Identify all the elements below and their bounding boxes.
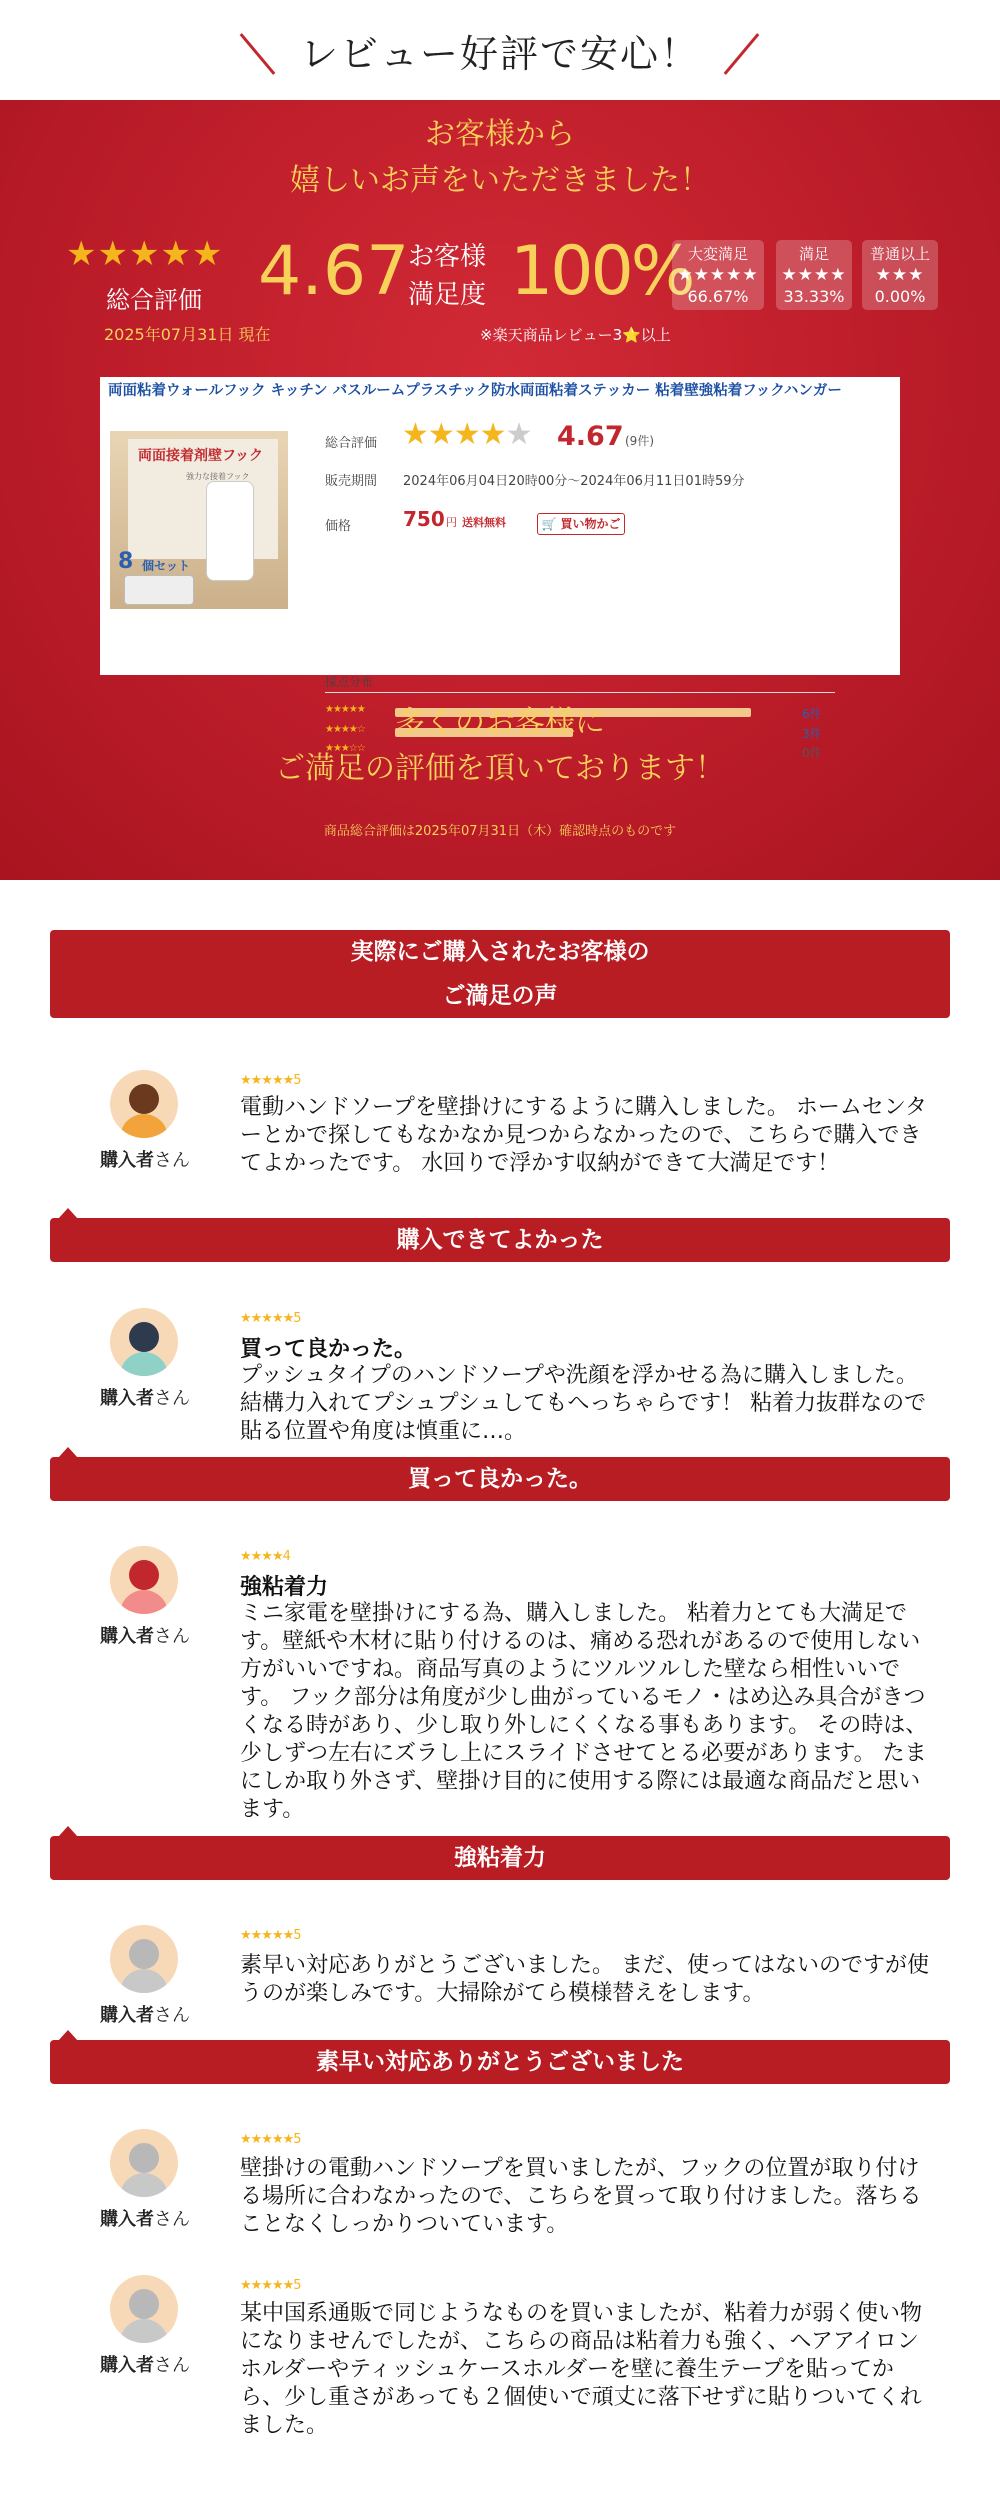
hook-illustration — [124, 575, 194, 605]
badge-normal-or-above — [862, 240, 938, 310]
distribution-label: 採点分布 — [325, 675, 374, 689]
buyer-suffix: さん — [154, 1388, 190, 1409]
distribution-count[interactable]: 6件 — [802, 707, 822, 721]
rating-hero — [0, 100, 1000, 880]
avatar-body — [120, 2319, 168, 2343]
buyer-label — [100, 1622, 200, 1648]
badge-stars-icon: ★★★ — [875, 265, 925, 285]
buyer-suffix: さん — [154, 1150, 190, 1171]
avatar-icon — [110, 1308, 178, 1376]
avatar-head — [129, 1560, 159, 1590]
overall-stars-icon: ★★★★★ — [66, 234, 224, 274]
buyer-suffix: さん — [154, 2355, 190, 2376]
avatar-body — [120, 1590, 168, 1614]
avatar-head — [129, 1322, 159, 1352]
card-stars-icon — [402, 417, 531, 452]
review-stars-icon: ★★★★★5 — [240, 1928, 301, 1943]
buyer-suffix: さん — [154, 2005, 190, 2026]
distribution-count[interactable]: 3件 — [802, 727, 822, 741]
hero-bottom-line2: ご満足の評価を頂いております！ — [275, 751, 725, 786]
buyer-suffix: さん — [154, 1626, 190, 1647]
review-body: 某中国系通販で同じようなものを買いましたが、粘着力が弱く使い物になりませんでしたが、こちらの商品は粘着力も強く、ヘアアイロンホルダーやティッシュケースホルダーを壁に養生テープを貼ってから、少し重さがあっても２個使いで頑丈に落下せずに貼りついてくれました。 — [240, 2301, 923, 2438]
review-note: ※楽天商品レビュー3⭐以上 — [480, 326, 671, 344]
review-body: 電動ハンドソープを壁掛けにするように購入しました。 ホームセンターとかで探してもなかなか見つからなかったので、こちらで購入できてよかったです。 水回りで浮かす収納ができて大満足です！ — [240, 1095, 928, 1176]
avatar-body — [120, 1114, 168, 1138]
hero-title-line1: お客様から — [425, 117, 575, 152]
banner-text: 強粘着力 — [454, 1845, 546, 1871]
badge-stars-icon: ★★★★ — [781, 265, 847, 285]
review-stars-icon: ★★★★4 — [240, 1549, 290, 1564]
banner-notch — [58, 1447, 78, 1458]
product-image[interactable] — [110, 431, 288, 609]
review-body: 素早い対応ありがとうございました。 まだ、使ってはないのですが使うのが楽しみです。大掃除がてら模様替えをします。 — [240, 1953, 929, 2006]
buyer-label — [100, 1146, 200, 1172]
hero-footnote: 商品総合評価は2025年07月31日（木）確認時点のものです — [323, 824, 677, 839]
rating-date: 2025年07月31日 現在 — [104, 325, 271, 344]
buyer-text: 購入者 — [100, 2355, 154, 2376]
product-count: 8 — [118, 549, 134, 574]
satisfaction-percent: 100% — [510, 232, 693, 311]
buyer-suffix: さん — [154, 2209, 190, 2230]
avatar-head — [129, 1939, 159, 1969]
review-highlight-banner — [50, 1218, 950, 1262]
product-set-label: 個セット — [142, 559, 191, 573]
review-title: 強粘着力 — [240, 1575, 329, 1600]
page-title: レビュー好評で安心！ — [299, 31, 700, 76]
hero-title — [0, 112, 1000, 204]
buyer-text: 購入者 — [100, 2005, 154, 2026]
badge-percent: 0.00% — [874, 287, 926, 306]
product-image-subtext: 強力な接着フック — [186, 472, 250, 481]
overall-score: 4.67 — [258, 232, 410, 311]
avatar-icon — [110, 2129, 178, 2197]
card-score: 4.67 — [557, 421, 624, 452]
review-stars-icon: ★★★★★5 — [240, 1073, 301, 1088]
avatar-body — [120, 1969, 168, 1993]
review-highlight-banner — [50, 2040, 950, 2084]
distribution-stars-icon: ★★★★☆ — [325, 724, 365, 735]
banner-notch — [58, 2030, 78, 2041]
avatar-icon — [110, 1070, 178, 1138]
shipping-free: 送料無料 — [462, 516, 506, 529]
buyer-text: 購入者 — [100, 2209, 154, 2230]
soap-dispenser-illustration — [206, 481, 254, 581]
review-highlight-banner — [50, 1836, 950, 1880]
badge-very-satisfied — [672, 240, 764, 310]
satisfaction-label — [408, 238, 486, 314]
review-highlight-banner — [50, 1457, 950, 1501]
distribution-divider — [325, 692, 835, 693]
avatar-head — [129, 1084, 159, 1114]
avatar-body — [120, 1352, 168, 1376]
satisfaction-label-line1: お客様 — [408, 242, 487, 272]
card-stars-filled: ★★★★ — [402, 417, 506, 452]
review-stars-icon: ★★★★★5 — [240, 2132, 301, 2147]
distribution-stars-icon: ★★★☆☆ — [325, 743, 365, 754]
banner-text: 買って良かった。 — [408, 1466, 592, 1492]
overall-label: 総合評価 — [106, 286, 202, 314]
review-body: 壁掛けの電動ハンドソープを買いましたが、フックの位置が取り付ける場所に合わなかったので、こちらを買って取り付けました。落ちることなくしっかりついています。 — [240, 2156, 922, 2237]
badge-label: 満足 — [798, 245, 829, 263]
buyer-label — [100, 2001, 200, 2027]
product-image-text: 両面接着剤壁フック — [138, 448, 264, 464]
sales-period: 2024年06月04日20時00分～2024年06月11日01時59分 — [403, 474, 745, 489]
hero-bottom-message — [0, 700, 1000, 792]
review-body: ミニ家電を壁掛けにする為、購入しました。 粘着力とても大満足です。壁紙や木材に貼り付けるのは、痛める恐れがあるので使用しない方がいいですね。商品写真のようにツルツルした壁なら相性いいです。 フック部分は角度が少し曲がっているモノ・はめ込み具合がきつくなる時があり、少し取り外しにくくなる事もあります。 その時は、少しずつ左右にズラし上にスライドさせてとる必要があります。 たまにしか取り外さず、壁掛け目的に使用する際には最適な商品だと思います。 — [240, 1601, 928, 1822]
badge-label: 普通以上 — [869, 245, 930, 263]
card-overall-label: 総合評価 — [325, 436, 378, 451]
buyer-text: 購入者 — [100, 1626, 154, 1647]
banner-line1: 実際にご購入されたお客様の — [350, 939, 650, 965]
buyer-label — [100, 2351, 200, 2377]
review-title: 買って良かった。 — [240, 1337, 417, 1362]
badge-stars-icon: ★★★★★ — [677, 265, 759, 285]
avatar-icon — [110, 2275, 178, 2343]
avatar-icon — [110, 1546, 178, 1614]
banner-text: 素早い対応ありがとうございました — [316, 2049, 684, 2075]
banner-notch — [58, 1208, 78, 1219]
buyer-label — [100, 1384, 200, 1410]
banner-text: 購入できてよかった — [396, 1227, 604, 1253]
price-unit: 円 — [446, 516, 457, 529]
card-review-count[interactable]: (9件) — [625, 434, 654, 448]
price-value: 750 — [403, 507, 445, 531]
banner-notch — [58, 1826, 78, 1837]
avatar-icon — [110, 1925, 178, 1993]
avatar-head — [129, 2289, 159, 2319]
buyer-text: 購入者 — [100, 1150, 154, 1171]
customer-voices-banner — [50, 930, 950, 1018]
page-header — [0, 0, 1000, 100]
badge-percent: 33.33% — [783, 287, 845, 306]
decor-slash-left — [240, 33, 276, 75]
buyer-label — [100, 2205, 200, 2231]
period-label: 販売期間 — [325, 474, 378, 489]
avatar-head — [129, 2143, 159, 2173]
banner-line2: ご満足の声 — [442, 983, 558, 1009]
hero-title-line2: 嬉しいお声をいただきました！ — [290, 163, 710, 198]
avatar-body — [120, 2173, 168, 2197]
review-body: プッシュタイプのハンドソープや洗顔を浮かせる為に購入しました。 結構力入れてプシュプシュしてもへっちゃらです！ 粘着力抜群なので貼る位置や角度は慎重に…。 — [240, 1363, 927, 1444]
badge-label: 大変満足 — [687, 245, 748, 263]
badge-satisfied — [776, 240, 852, 310]
review-stars-icon: ★★★★★5 — [240, 1311, 301, 1326]
satisfaction-label-line2: 満足度 — [408, 280, 487, 310]
buyer-text: 購入者 — [100, 1388, 154, 1409]
hero-bottom-line1: 多くのお客様に — [395, 705, 605, 740]
distribution-stars-icon: ★★★★★ — [325, 704, 365, 715]
review-stars-icon: ★★★★★5 — [240, 2278, 301, 2293]
add-to-cart-button[interactable]: 🛒 買い物かご — [537, 513, 625, 535]
price-label: 価格 — [325, 519, 352, 534]
distribution-count: 0件 — [802, 746, 822, 760]
card-stars-empty: ★ — [505, 417, 532, 452]
product-title-link[interactable]: 両面粘着ウォールフック キッチン バスルームプラスチック防水両面粘着ステッカー 粘着壁強粘着フックハンガー — [108, 383, 842, 399]
badge-percent: 66.67% — [687, 287, 749, 306]
decor-slash-right — [724, 33, 760, 75]
